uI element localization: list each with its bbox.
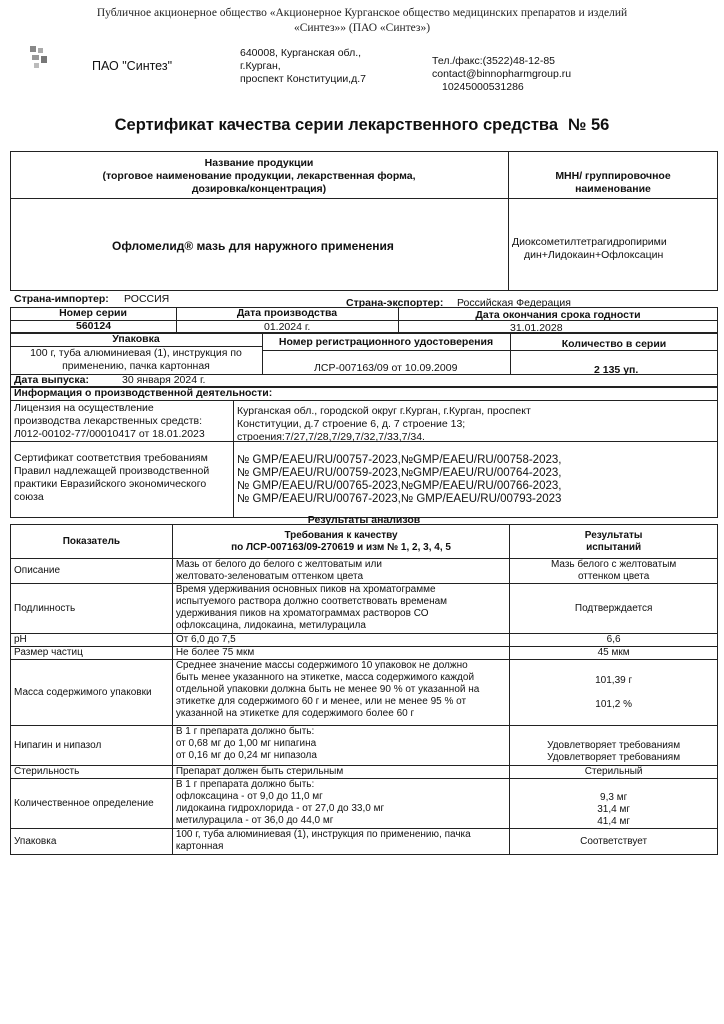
requirement-line: Не более 75 мкм (175, 647, 255, 658)
table-row (11, 559, 718, 584)
exporter-value: Российская Федерация (457, 297, 571, 309)
requirement-line: Среднее значение массы содержимого 10 упаковок не должно (175, 660, 468, 671)
gmp-label-line: практики Евразийского экономического (14, 478, 207, 490)
result-line (513, 687, 714, 699)
requirement-cell (172, 634, 509, 647)
table-row (11, 660, 718, 726)
gmp-label (14, 452, 209, 504)
license-value (237, 405, 531, 444)
requirement-cell (172, 559, 509, 584)
table-row (11, 829, 718, 855)
company-logo-icon (28, 44, 50, 70)
requirement-cell (172, 660, 509, 726)
results-header: Результаты анализов (307, 514, 421, 526)
result-line: Удовлетворяет требованиям (547, 751, 681, 763)
requirement-line: Мазь от белого до белого с желтоватым или (175, 559, 382, 570)
requirement-cell (172, 647, 509, 660)
requirement-cell (172, 779, 509, 829)
result-cell (510, 634, 718, 647)
result-line: Удовлетворяет требованиям (547, 739, 681, 751)
production-date-label: Дата производства (236, 307, 338, 319)
result-cell (510, 766, 718, 779)
release-label: Дата выпуска: (14, 374, 89, 386)
inn-line: Диоксометилтетрагидропирими (512, 236, 667, 248)
address-line: 640008, Курганская обл., (240, 47, 362, 59)
title-text: Сертификат качества серии лекарственного средства (114, 116, 558, 134)
gmp-label-line: Правил надлежащей производственной (14, 465, 210, 477)
res-header-line: Результаты (584, 529, 643, 541)
result-line: Стерильный (584, 766, 643, 777)
requirement-line: быть менее указанного на этикетке, масса содержимого каждой (175, 672, 475, 683)
gmp-line: № GMP/EAEU/RU/00767-2023,№ GMP/EAEU/RU/00793-2023 (237, 493, 562, 505)
result-line: 6,6 (606, 634, 621, 645)
gmp-label-line: Сертификат соответствия требованиям (14, 452, 208, 464)
gmp-label-line: союза (14, 491, 44, 503)
requirement-line: желтовато-зеленоватым оттенком цвета (175, 571, 364, 582)
result-cell (510, 559, 718, 584)
indicator-cell: pH (11, 634, 173, 647)
result-line: Мазь белого с желтоватым (550, 559, 677, 570)
requirement-line: метилурацила - от 36,0 до 44,0 мг (175, 815, 334, 826)
result-line (513, 780, 714, 792)
requirement-line: испытуемого раствора должно соответствовать временам (175, 596, 448, 607)
product-name-header (10, 157, 508, 196)
requirement-line: указанной на этикетке для содержимого более 60 г (175, 708, 415, 719)
license-label (14, 402, 205, 441)
result-line: оттенком цвета (577, 571, 650, 582)
package-line: применению, пачка картонная (62, 360, 210, 372)
quantity-value: 2 135 уп. (594, 364, 639, 376)
series-value: 560124 (76, 320, 112, 332)
header-line: Название продукции (204, 157, 314, 169)
requirement-cell (172, 726, 509, 766)
registration-label: Номер регистрационного удостоверения (278, 336, 494, 348)
quantity-label: Количество в серии (561, 338, 667, 350)
release-row (10, 375, 718, 387)
requirement-line: Время удерживания основных пиков на хроматограмме (175, 584, 436, 595)
res-header-line: испытаний (586, 541, 642, 553)
org-line-2: «Синтез»» (ПАО «Синтез») (293, 22, 431, 34)
package-label: Упаковка (112, 333, 160, 345)
result-line: 45 мкм (597, 647, 630, 658)
gmp-value (237, 454, 561, 506)
requirement-cell (172, 584, 509, 634)
importer-value: РОССИЯ (124, 293, 170, 305)
company-address (240, 47, 366, 86)
site-line: Конституции, д.7 строение 6, д. 7 строение 13; (237, 418, 466, 430)
requirement-line: от 0,16 мг до 0,24 мг нипазола (175, 750, 317, 761)
indicator-cell: Масса содержимого упаковки (11, 660, 173, 726)
inn-line: дин+Лидокаин+Офлоксацин (524, 249, 664, 261)
indicator-cell: Упаковка (11, 829, 173, 855)
table-row (11, 634, 718, 647)
organization-full-name (0, 6, 724, 36)
requirement-line: картонная (175, 841, 224, 852)
results-table (10, 524, 718, 855)
site-line: Курганская обл., городской округ г.Курган, г.Курган, проспект (237, 405, 531, 417)
inn-value (512, 236, 667, 262)
table-row (11, 766, 718, 779)
indicator-cell: Нипагин и нипазол (11, 726, 173, 766)
requirement-line: В 1 г препарата должно быть: (175, 779, 315, 790)
package-value (10, 347, 262, 373)
requirement-line: 100 г, туба алюминиевая (1), инструкция по применению, пачка (175, 829, 471, 840)
result-line: 101,39 г (595, 674, 633, 686)
col-results (510, 525, 718, 559)
production-date-value: 01.2024 г. (264, 321, 311, 333)
indicator-cell: Стерильность (11, 766, 173, 779)
importer-label: Страна-импортер: (14, 293, 109, 305)
result-line (513, 728, 714, 740)
release-value: 30 января 2024 г. (122, 374, 206, 386)
req-header-line: Требования к качеству (284, 529, 398, 541)
certificate-number: № 56 (568, 116, 610, 134)
header-line: МНН/ группировочное (555, 170, 671, 182)
manufacturer-header: Информация о производственной деятельности: (14, 387, 273, 399)
result-cell (510, 660, 718, 726)
requirement-line: удерживания пиков на хроматограммах растворов СО (175, 608, 429, 619)
table-row (11, 779, 718, 829)
registration-number: 10245000531286 (442, 81, 524, 93)
email: contact@binnopharmgroup.ru (432, 68, 572, 80)
result-line: 9,3 мг (600, 791, 628, 803)
gmp-line: № GMP/EAEU/RU/00765-2023,№GMP/EAEU/RU/00766-2023, (237, 480, 562, 492)
indicator-cell: Подлинность (11, 584, 173, 634)
license-line: производства лекарственных средств: (14, 415, 203, 427)
indicator-cell: Размер частиц (11, 647, 173, 660)
header-line: дозировка/концентрация) (191, 183, 327, 195)
company-contacts (432, 55, 571, 94)
package-line: 100 г, туба алюминиевая (1), инструкция по (30, 347, 242, 359)
registration-value: ЛСР-007163/09 от 10.09.2009 (314, 362, 458, 374)
expiry-date-label: Дата окончания срока годности (475, 309, 641, 321)
requirement-line: от 0,68 мг до 1,00 мг нипагина (175, 738, 317, 749)
document-title (0, 116, 724, 135)
result-line: 41,4 мг (597, 815, 630, 827)
inn-header (508, 170, 718, 196)
expiry-date-value: 31.01.2028 (510, 322, 563, 334)
result-cell (510, 647, 718, 660)
address-line: г.Курган, (240, 60, 281, 72)
results-header-row (11, 525, 718, 559)
result-line: 31,4 мг (597, 803, 630, 815)
requirement-line: В 1 г препарата должно быть: (175, 726, 315, 737)
license-line: Л012-00102-77/00010417 от 18.01.2023 (14, 428, 205, 440)
requirement-line: отдельной упаковки должна быть не менее 90 % от указанной на (175, 684, 480, 695)
header-line: наименование (575, 183, 651, 195)
result-line: Соответствует (580, 835, 648, 847)
gmp-line: № GMP/EAEU/RU/00757-2023,№GMP/EAEU/RU/00758-2023, (237, 454, 562, 466)
address-line: проспект Конституции,д.7 (240, 73, 366, 85)
license-line: Лицензия на осуществление (14, 402, 154, 414)
exporter-label: Страна-экспортер: (346, 297, 444, 309)
result-cell (510, 584, 718, 634)
result-line: Подтверждается (574, 602, 653, 614)
requirement-line: Препарат должен быть стерильным (175, 766, 344, 777)
requirement-line: лидокаина гидрохлорида - от 27,0 до 33,0 мг (175, 803, 385, 814)
company-name: ПАО "Синтез" (92, 59, 173, 73)
requirement-line: От 6,0 до 7,5 (175, 634, 236, 645)
result-line: 101,2 % (595, 698, 632, 710)
phone-fax: Тел./факс:(3522)48-12-85 (432, 55, 556, 67)
site-line: строения:7/27,7/28,7/29,7/32,7/33,7/34. (237, 431, 425, 443)
indicator-cell: Описание (11, 559, 173, 584)
table-row (11, 584, 718, 634)
requirement-line: офлоксацина, лидокаина, метилурацила (175, 620, 366, 631)
product-name-value: Офломелид® мазь для наружного применения (112, 239, 394, 253)
col-indicator: Показатель (11, 525, 173, 559)
org-line-1: Публичное акционерное общество «Акционерное Курганское общество медицинских препаратов и изделий (96, 7, 628, 19)
requirement-line: офлоксацина - от 9,0 до 11,0 мг (175, 791, 323, 802)
col-requirements (172, 525, 509, 559)
gmp-line: № GMP/EAEU/RU/00759-2023,№GMP/EAEU/RU/00764-2023, (237, 467, 562, 479)
requirement-line: этикетке для содержимого 60 г и менее, или не менее 95 % от (175, 696, 467, 707)
table-row (11, 726, 718, 766)
result-cell (510, 779, 718, 829)
result-cell (510, 726, 718, 766)
table-row (11, 647, 718, 660)
indicator-cell: Количественное определение (11, 779, 173, 829)
result-cell (510, 829, 718, 855)
requirement-cell (172, 766, 509, 779)
header-line: (торговое наименование продукции, лекарственная форма, (102, 170, 416, 182)
series-label: Номер серии (59, 307, 127, 319)
requirement-cell (172, 829, 509, 855)
req-header-line: по ЛСР-007163/09-270619 и изм № 1, 2, 3, 4, 5 (231, 541, 451, 553)
